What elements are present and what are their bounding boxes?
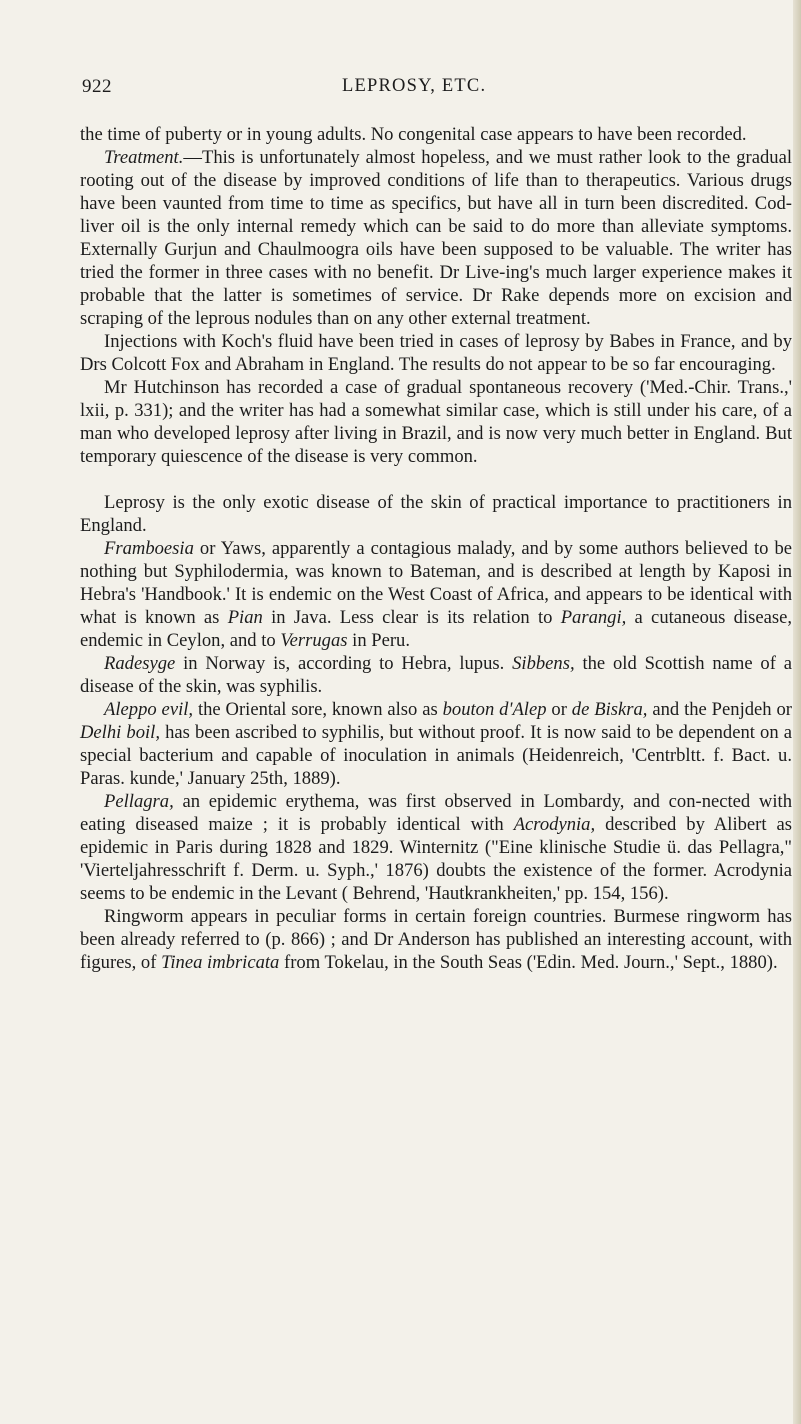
text-run: or: [546, 699, 572, 720]
text-run: a cutaneous disease, endemic in Ceylon, and to: [80, 607, 793, 651]
page-edge-shadow: [793, 0, 801, 1424]
text-run: Ringworm appears in peculiar forms in certain foreign countries. Burmese ringworm has been already referred to (p. 866) ; and Dr Anderson has published an interesting account, with figures, of: [80, 906, 792, 973]
italic-term: Pellagra,: [104, 791, 174, 812]
italic-term: bouton d'Alep: [442, 699, 547, 720]
text-run: has been ascribed to syphilis, but without proof. It is now said to be dependent on a special bacterium and capable of inoculation in animals (Heidenreich, 'Centrbltt. f. Bact. u. Paras. kunde,' January 25th, 1889).: [80, 722, 792, 789]
text-run: described by Alibert as epidemic in Paris during 1828 and 1829. Winternitz ("Eine klinische Studie ü. das Pellagra," 'Vierteljahresschrift f. Derm. u. Syph.,' 1876) doubts the existence of the former. Acrodynia seems to be endemic in the Levant ( Behrend, 'Hautkrankheiten,' pp. 154, 156).: [80, 814, 792, 904]
text-run: and the Penjdeh or: [647, 699, 792, 720]
text-run: —This is unfortunately almost hopeless, and we must rather look to the gradual rooting out of the disease by improved conditions of life than to therapeutics. Various drugs have been vaunted from time to time as specifics, but have all in turn been discredited. Cod-liver oil is the only internal remedy which can be said to do more than alleviate symptoms. Externally Gurjun and Chaulmoogra oils have been supposed to be valuable. The writer has tried the former in three cases with no benefit. Dr Live-ing's much larger experience makes it probable that the latter is sometimes of service. Dr Rake depends more on excision and scraping of the leprous nodules than on any other external treatment.: [80, 147, 792, 329]
paragraph-radesyge: [80, 652, 792, 698]
italic-term: Delhi boil,: [80, 722, 160, 743]
text-run: the time of puberty or in young adults. No congenital case appears to have been recorded.: [80, 124, 747, 145]
text-run: in Java. Less clear is its relation to: [262, 607, 561, 628]
page-header: [82, 76, 792, 102]
text-run: Leprosy is the only exotic disease of the skin of practical importance to practitioners in England.: [80, 492, 792, 536]
text-run: from Tokelau, in the South Seas ('Edin. Med. Journ.,' Sept., 1880).: [279, 952, 778, 973]
paragraph-aleppo: [80, 698, 792, 790]
paragraph-treatment: [80, 146, 792, 330]
italic-term: Parangi,: [560, 607, 627, 628]
text-run: in Norway is, according to Hebra, lupus.: [175, 653, 513, 674]
text-run: Mr Hutchinson has recorded a case of gradual spontaneous recovery ('Med.-Chir. Trans.,' lxii, p. 331); and the writer has had a somewhat similar case, which is still under his care, of a man who developed leprosy after living in Brazil, and is now very much better in England. But temporary quiescence of the disease is very common.: [80, 377, 792, 467]
italic-term: Radesyge: [104, 653, 176, 674]
italic-term: Treatment.: [104, 147, 184, 168]
italic-term: Acrodynia,: [513, 814, 596, 835]
text-run: in Peru.: [347, 630, 411, 651]
paragraph-pellagra: [80, 790, 792, 905]
page-number: 922: [82, 76, 112, 97]
text-run: the Oriental sore, known also as: [193, 699, 443, 720]
italic-term: Aleppo evil,: [104, 699, 194, 720]
text-run: the old Scottish name of a disease of the skin, was syphilis.: [80, 653, 793, 697]
text-run: an epidemic erythema, was first observed in Lombardy, and con-nected with eating diseased maize ; it is probably identical with: [80, 791, 792, 835]
text-run: or Yaws, apparently a contagious malady, and by some authors believed to be nothing but Syphilodermia, was known to Bateman, and is described at length by Kaposi in Hebra's 'Handbook.' It is endemic on the West Coast of Africa, and appears to be identical with what is known as: [80, 538, 792, 628]
paragraph-puberty: [80, 123, 792, 146]
body-text: [80, 123, 792, 974]
italic-term: Framboesia: [104, 538, 194, 559]
running-title: LEPROSY, ETC.: [342, 76, 487, 96]
italic-term: Tinea imbricata: [161, 952, 280, 973]
paragraph-framboesia: [80, 537, 792, 652]
paragraph-hutchinson: [80, 376, 792, 468]
paragraph-ringworm: [80, 905, 792, 974]
text-run: Injections with Koch's fluid have been tried in cases of leprosy by Babes in France, and by Drs Colcott Fox and Abraham in England. The results do not appear to be so far encouraging.: [80, 331, 792, 375]
italic-term: de Biskra,: [571, 699, 648, 720]
italic-term: Verrugas: [280, 630, 348, 651]
paragraph-injections: [80, 330, 792, 376]
paragraph-exotic: [80, 491, 792, 537]
italic-term: Sibbens,: [512, 653, 575, 674]
italic-term: Pian: [227, 607, 263, 628]
